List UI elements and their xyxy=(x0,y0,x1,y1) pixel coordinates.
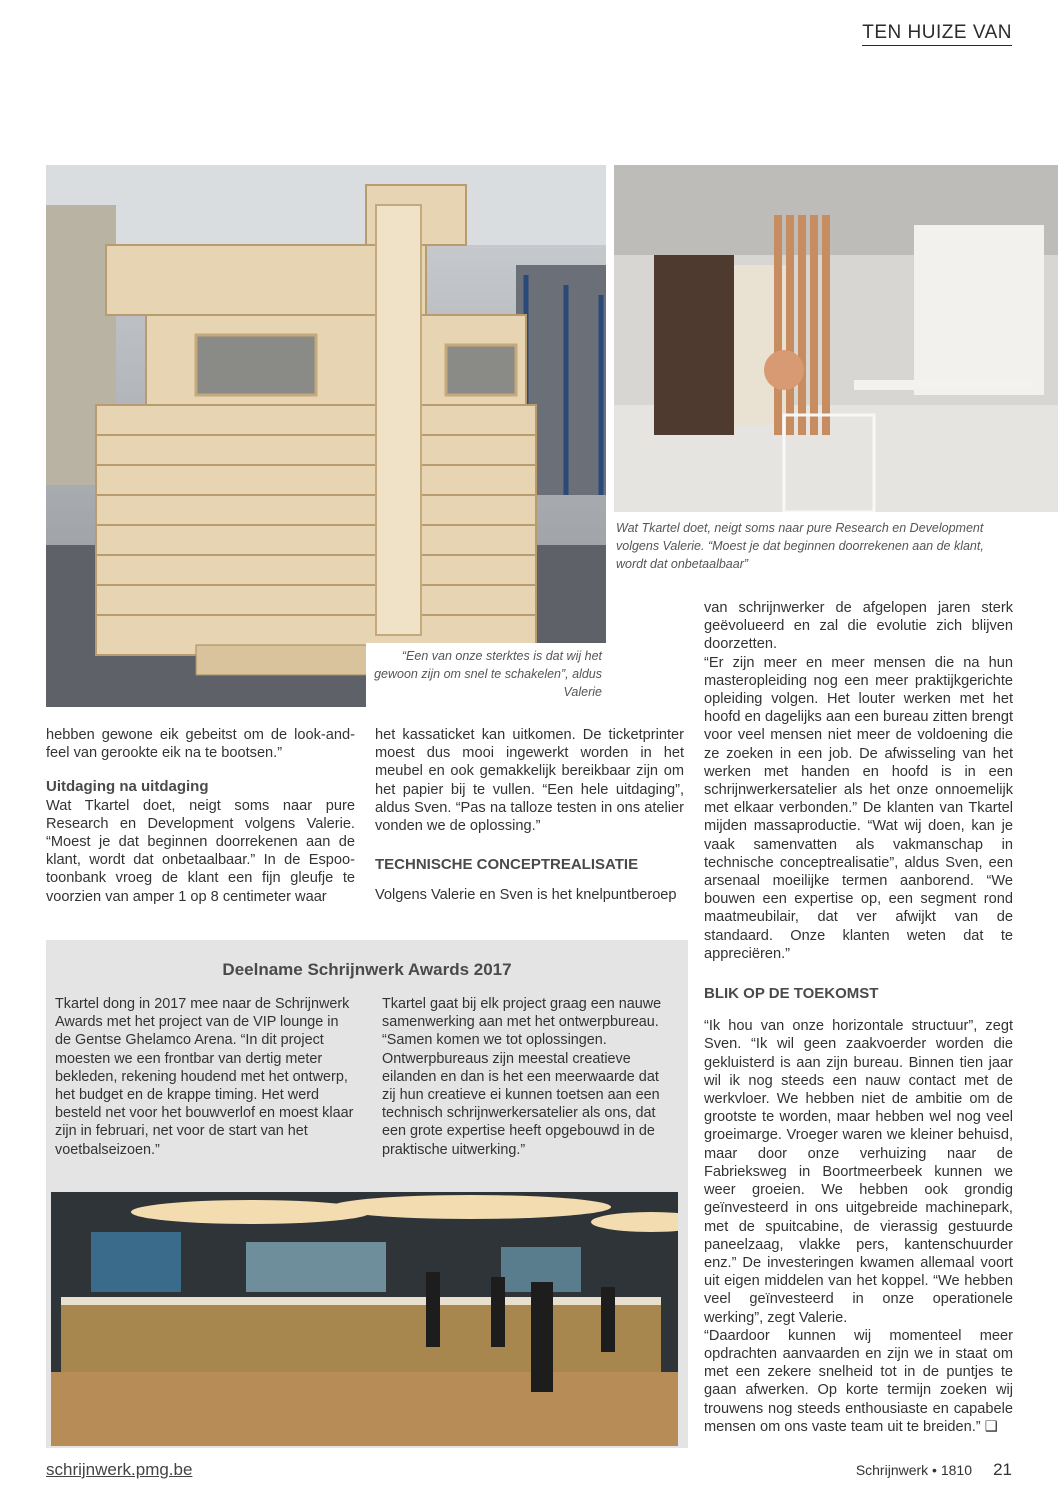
workshop-caption: “Een van onze sterktes is dat wij het gewoon zijn om snel te schakelen”, aldus Valerie xyxy=(374,649,602,699)
subhead-technische: TECHNISCHE CONCEPTREALISATIE xyxy=(375,856,639,874)
vip-lounge-photo xyxy=(51,1192,678,1446)
column-1-intro: hebben gewone eik gebeitst om de look-and-feel van gerookte eik na te bootsen.” xyxy=(46,727,355,762)
end-mark: ❑ xyxy=(984,1418,998,1435)
section-title: TEN HUIZE VAN xyxy=(862,22,1012,46)
footer-url-link[interactable]: schrijnwerk.pmg.be xyxy=(46,1460,193,1479)
showroom-photo xyxy=(614,165,1058,512)
column-1-paragraph: Wat Tkartel doet, neigt soms naar pure Research en Development volgens Valerie. “Moest je dat beginnen doorrekenen aan de klant, wordt dat onbetaalbaar.” In de Espoo-toonbank vroeg de klant een fijn gleufje te voorzien van amper 1 op 8 centimeter waar xyxy=(46,797,355,905)
column-3-paragraph-1: van schrijnwerker de afgelopen jaren sterk geëvolueerd en zal die evolutie zich blijven doorzetten. xyxy=(704,600,1013,653)
workshop-illustration xyxy=(46,165,606,707)
column-1 xyxy=(46,726,355,906)
subhead-uitdaging: Uitdaging na uitdaging xyxy=(46,778,209,796)
awards-box-left-text: Tkartel dong in 2017 mee naar de Schrijnwerk Awards met het project van de VIP lounge in de Gentse Ghelamco Arena. “In dit project moesten we een frontbar van dertig meter bekleden, rekening houdend met het ontwerp, het budget en de krappe timing. Het werd besteld net voor het bouwverlof en moest klaar zijn in februari, net voor de start van het voetbalseizoen.” xyxy=(55,996,354,1158)
footer-page-number: 21 xyxy=(993,1460,1012,1479)
awards-box-right-text: Tkartel gaat bij elk project graag een nauwe samenwerking aan met het ontwerpbureau. “Samen komen we tot oplossingen. Ontwerpbureaus zijn meestal creatieve eilanden en dan is het een meerwaarde dat zij hun creatieve ei kunnen toetsen aan een technisch schrijnwerkersatelier als ons, dat een grote expertise heeft opgebouwd in de praktische uitwerking.” xyxy=(382,996,662,1158)
column-2-paragraph: het kassaticket kan uitkomen. De ticketprinter moest dus mooi ingewerkt worden in het meubel en ook gemakkelijk bereikbaar zijn om het papier bij te vullen. “Een hele uitdaging”, aldus Sven. “Pas na talloze testen in ons atelier vonden we de oplossing.” xyxy=(375,727,684,835)
vip-lounge-illustration xyxy=(51,1192,678,1446)
workshop-photo xyxy=(46,165,606,707)
column-2-paragraph-2: Volgens Valerie en Sven is het knelpuntberoep xyxy=(375,887,677,904)
column-3-paragraph-2: “Er zijn meer en meer mensen die na hun masteropleiding nog een meer praktijkgerichte opleiding volgen. Het louter werken met het hoofd en dagelijks aan een bureau zitten brengt voor veel mensen niet meer de voldoening die ze zoeken in een job. De afwisseling van het werken met handen en hoofd is in een schrijnwerkersatelier als het onze onnoemelijk met elkaar verbonden.” De klanten van Tkartel mijden massaproductie. “Wat wij doen, kan je vaak samenvatten als vakmanschap in technische conceptrealisatie”, aldus Sven, een arsenaal moeilijke termen aanborend. “We bouwen een expertise op, een segment rond maatmeubilair, dat ver afwijkt van de standaard. Onze klanten weten dat te appreciëren.” xyxy=(704,654,1013,962)
column-3 xyxy=(704,599,1013,1436)
awards-box xyxy=(46,940,688,1448)
awards-box-title: Deelname Schrijnwerk Awards 2017 xyxy=(222,960,512,979)
column-3-paragraph-4-text: “Daardoor kunnen wij momenteel meer opdrachten aanvaarden en zijn we in staat om met een zekere snelheid tot in de puntjes te gaan afwerken. Op korte termijn zoeken wij trouwens nog steeds enthousiaste en capabele mensen om ons vaste team uit te breiden.” xyxy=(704,1327,1013,1435)
showroom-illustration xyxy=(614,165,1058,512)
column-3-paragraph-4 xyxy=(704,1327,1013,1436)
column-2 xyxy=(375,726,684,905)
subhead-toekomst: BLIK OP DE TOEKOMST xyxy=(704,985,879,1003)
footer-magazine: Schrijnwerk • 1810 xyxy=(855,1462,972,1478)
column-3-paragraph-3: “Ik hou van onze horizontale structuur”, zegt Sven. “Ik wil geen zaakvoerder worden die gekluisterd is aan zijn bureau. Binnen tien jaar wil ik nog steeds een nauw contact met de werkvloer. We hebben niet de ambitie om de grootste te worden, maar hebben wel nog veel groeimarge. Vroeger waren we kleiner behuisd, maar door onze verhuizing naar de Fabrieksweg in Boortmeerbeek kunnen we weer groeien. We hebben ook grondig geïnvesteerd in ons uitgebreide machinepark, met de spuitcabine, de vierassig gestuurde paneelzaag, vlakke pers, kantenschuurder enz.” De investeringen kwamen allemaal voort uit eigen middelen van het koppel. “We hebben veel geïnvesteerd in onze operationele werking”, zegt Valerie. xyxy=(704,1018,1013,1326)
showroom-caption: Wat Tkartel doet, neigt soms naar pure Research en Development volgens Valerie. “Moest je dat beginnen doorrekenen aan de klant, wordt dat onbetaalbaar” xyxy=(616,521,984,571)
